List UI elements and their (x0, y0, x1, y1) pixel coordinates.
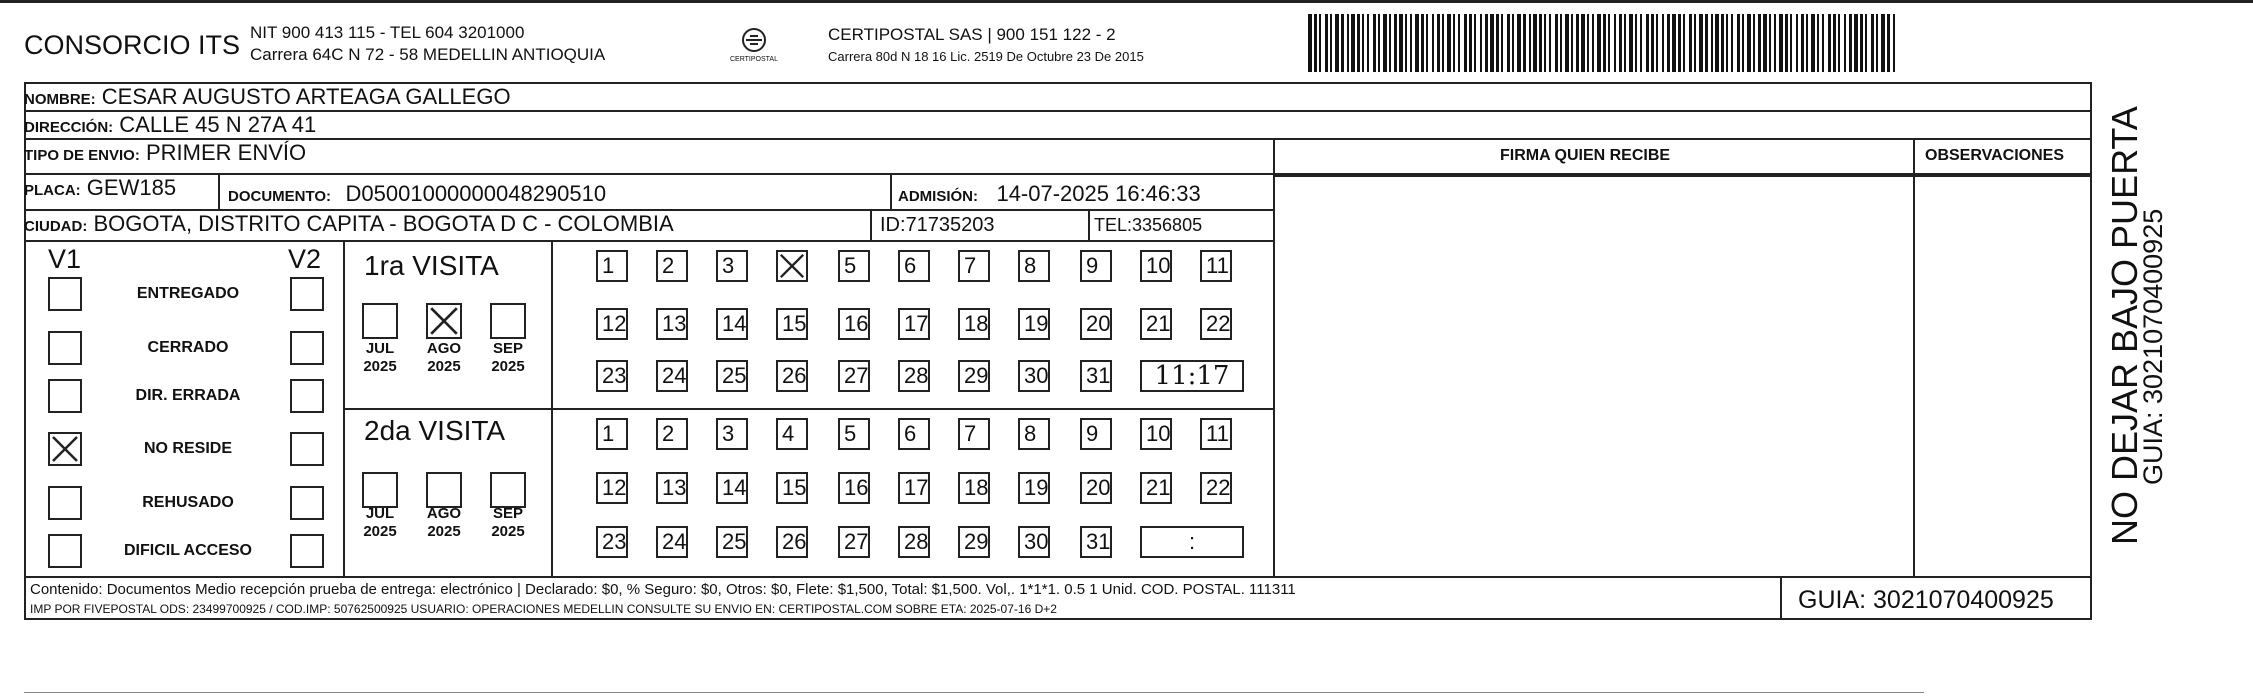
observaciones-label: OBSERVACIONES (1925, 147, 2064, 164)
barcode-bar (1373, 14, 1376, 72)
month-label (483, 505, 533, 541)
month-year: 2025 (363, 523, 397, 540)
barcode-bar (1801, 14, 1804, 72)
barcode-bar (1711, 14, 1713, 72)
documento-field (228, 181, 606, 207)
barcode-bar (1512, 14, 1514, 72)
certipostal-info (828, 24, 1144, 68)
barcode-bar (1442, 14, 1444, 72)
barcode-bar (1854, 14, 1858, 72)
month-label (419, 505, 469, 541)
barcode-bar (1779, 14, 1783, 72)
barcode-bar (1640, 14, 1642, 72)
barcode-bar (1415, 14, 1419, 72)
status-label: DIR. ERRADA (135, 387, 241, 404)
month-year: 2025 (363, 358, 397, 375)
barcode-bar (1517, 14, 1521, 72)
barcode-bar (1453, 14, 1455, 72)
v1-label: V1 (48, 244, 82, 274)
month-checkbox[interactable] (362, 303, 398, 339)
day-box[interactable]: 10 (1140, 418, 1172, 450)
barcode-bar (1838, 14, 1840, 72)
day-box[interactable]: 1 (596, 418, 628, 450)
barcode-bar (1523, 14, 1526, 72)
day-box[interactable]: 9 (1080, 418, 1112, 450)
day-box[interactable]: 4 (776, 418, 808, 450)
barcode-bar (1410, 14, 1412, 72)
month-name: SEP (492, 340, 523, 357)
tipo-value: PRIMER ENVÍO (145, 140, 307, 165)
day-box[interactable]: 19 (1018, 308, 1050, 340)
admision-label: ADMISIÓN: (898, 188, 978, 205)
status-label: ENTREGADO (136, 285, 240, 302)
barcode-bar (1432, 14, 1434, 72)
placa-label: PLACA: (24, 182, 81, 199)
day-box[interactable]: 6 (898, 250, 930, 282)
barcode-bar (1662, 14, 1664, 72)
barcode-bar (1464, 14, 1467, 72)
day-box[interactable]: 20 (1080, 472, 1112, 504)
signature-header-line (1273, 175, 2091, 177)
day-box[interactable]: 3 (716, 250, 748, 282)
month-label (483, 340, 533, 376)
barcode-bar (1555, 14, 1558, 72)
admision-value: 14-07-2025 16:46:33 (996, 181, 1201, 206)
barcode-bar (1507, 14, 1510, 72)
barcode-bar (1325, 14, 1328, 72)
month-label (355, 340, 405, 376)
barcode-bar (1737, 14, 1740, 72)
barcode-bar (1796, 14, 1798, 72)
day-box[interactable]: 16 (838, 472, 870, 504)
day-box[interactable]: 21 (1140, 308, 1172, 340)
nombre-label: NOMBRE: (24, 91, 96, 108)
day-box[interactable]: 1 (596, 250, 628, 282)
placa-value: GEW185 (86, 175, 177, 200)
footer-contenido: Contenido: Documentos Medio recepción prueba de entrega: electrónico | Declarado: $0, % Seguro: $0, Otros: $0, Flete: $1,500, Total: $1,500. Vol,. 1*1*1. 0.5 1 Unid. COD. POSTAL. 111311 (30, 581, 1296, 598)
day-box[interactable]: 26 (776, 526, 808, 558)
day-box[interactable]: 28 (898, 526, 930, 558)
month-year: 2025 (491, 358, 525, 375)
barcode-bar (1469, 14, 1472, 72)
barcode-bar (1571, 14, 1573, 72)
barcode-bar (1335, 14, 1339, 72)
first-visit-label: 1ra VISITA (364, 250, 499, 281)
day-box[interactable]: 16 (838, 308, 870, 340)
barcode-bar (1715, 14, 1719, 72)
month-checkbox[interactable] (426, 303, 462, 339)
barcode-bar (1357, 14, 1360, 72)
day-box[interactable]: 23 (596, 526, 628, 558)
documento-value: D05001000000048290510 (345, 181, 607, 206)
barcode-bar (1747, 14, 1751, 72)
day-box[interactable]: 13 (656, 308, 688, 340)
barcode-bar (1480, 14, 1482, 72)
barcode-bar (1881, 14, 1885, 72)
barcode-bar (1560, 14, 1562, 72)
v1-checkbox[interactable] (48, 534, 82, 568)
day-box[interactable]: 12 (596, 308, 628, 340)
v2-checkbox[interactable] (290, 486, 324, 520)
day-box[interactable]: 5 (838, 250, 870, 282)
barcode-bar (1608, 14, 1610, 72)
tipo-row (24, 140, 2090, 175)
v2-checkbox[interactable] (290, 277, 324, 311)
status-label: NO RESIDE (143, 440, 232, 457)
month-name: AGO (426, 505, 462, 522)
barcode-bar (1529, 14, 1531, 72)
barcode-bar (1421, 14, 1424, 72)
barcode-bar (1581, 14, 1585, 72)
barcode-bar (1806, 14, 1808, 72)
barcode-bar (1614, 14, 1616, 72)
status-label: REHUSADO (142, 494, 234, 511)
ciudad-value: BOGOTA, DISTRITO CAPITA - BOGOTA D C - COLOMBIA (93, 211, 674, 236)
day-box[interactable]: 2 (656, 250, 688, 282)
divider-admision (890, 175, 892, 211)
day-box[interactable]: 20 (1080, 308, 1112, 340)
barcode-bar (1705, 14, 1708, 72)
day-box[interactable]: 22 (1200, 308, 1232, 340)
barcode-bar (1774, 14, 1776, 72)
barcode-bar (1458, 14, 1460, 72)
time-box[interactable]: 11:17 (1140, 360, 1244, 392)
direccion-row (24, 112, 2090, 140)
barcode-bar (1347, 14, 1349, 72)
month-checkbox[interactable] (490, 472, 526, 508)
month-name: JUL (365, 340, 395, 357)
month-year: 2025 (427, 358, 461, 375)
day-box[interactable]: 27 (838, 360, 870, 392)
month-label (419, 340, 469, 376)
v2-checkbox[interactable] (290, 534, 324, 568)
day-box[interactable]: 6 (898, 418, 930, 450)
x-mark-icon (428, 305, 460, 337)
direccion-label: DIRECCIÓN: (24, 119, 114, 136)
visit-divider (343, 408, 1274, 410)
v1-checkbox[interactable] (48, 277, 82, 311)
barcode-bar (1576, 14, 1579, 72)
barcode-bar (1367, 14, 1369, 72)
barcode-bar (1341, 14, 1344, 72)
barcode-bar (1485, 14, 1488, 72)
day-box[interactable]: 29 (958, 526, 990, 558)
barcode-bar (1667, 14, 1670, 72)
barcode-bar (1817, 14, 1819, 72)
certipostal-logo (724, 26, 784, 68)
id-value: 71735203 (905, 214, 995, 236)
month-name: AGO (426, 340, 462, 357)
day-box[interactable]: 15 (776, 308, 808, 340)
company-name: CONSORCIO ITS (24, 30, 241, 60)
second-visit-label: 2da VISITA (364, 415, 506, 446)
day-box[interactable]: 17 (898, 472, 930, 504)
v2-checkbox[interactable] (290, 331, 324, 365)
day-box[interactable]: 14 (716, 308, 748, 340)
day-box[interactable]: 8 (1018, 418, 1050, 450)
tel-label: TEL: (1094, 215, 1133, 235)
tel-field (1094, 215, 1202, 236)
divider-signature (1273, 140, 1275, 576)
time-box[interactable]: : (1140, 526, 1244, 558)
top-border (0, 0, 2253, 3)
status-label: DIFICIL ACCESO (123, 542, 252, 559)
day-box[interactable]: 7 (958, 418, 990, 450)
barcode-bar (1308, 14, 1312, 72)
divider-observations (1913, 140, 1915, 576)
day-box[interactable]: 30 (1018, 360, 1050, 392)
company-info (250, 22, 605, 66)
barcode-bar (1726, 14, 1728, 72)
v1-checkbox[interactable] (48, 486, 82, 520)
certipostal-address: Carrera 80d N 18 16 Lic. 2519 De Octubre 23 De 2015 (828, 49, 1144, 64)
certipostal-line: CERTIPOSTAL SAS | 900 151 122 - 2 (828, 25, 1116, 44)
day-box[interactable]: 18 (958, 308, 990, 340)
divider-right (2090, 82, 2092, 620)
day-box[interactable]: 29 (958, 360, 990, 392)
id-label: ID: (880, 214, 906, 236)
barcode-bar (1893, 14, 1895, 72)
side-warning: NO DEJAR BAJO PUERTA (2104, 106, 2145, 545)
month-label (355, 505, 405, 541)
day-box[interactable]: 8 (1018, 250, 1050, 282)
month-year: 2025 (427, 523, 461, 540)
barcode-bar (1822, 14, 1824, 72)
ciudad-row (24, 211, 1274, 242)
side-guia: GUIA: 3021070400925 (2138, 208, 2168, 485)
barcode-bar (1721, 14, 1724, 72)
barcode-bar (1314, 14, 1317, 72)
day-box[interactable]: 13 (656, 472, 688, 504)
nit-line: NIT 900 413 115 - TEL 604 3201000 (250, 23, 525, 42)
day-box[interactable]: 14 (716, 472, 748, 504)
logo-caption: CERTIPOSTAL (730, 56, 778, 63)
day-box[interactable]: 25 (716, 360, 748, 392)
barcode-bar (1319, 14, 1321, 72)
day-box[interactable]: 7 (958, 250, 990, 282)
divider-id (870, 211, 872, 242)
nombre-value: CESAR AUGUSTO ARTEAGA GALLEGO (101, 84, 511, 109)
day-box[interactable]: 9 (1080, 250, 1112, 282)
day-box[interactable]: 10 (1140, 250, 1172, 282)
day-box[interactable]: 18 (958, 472, 990, 504)
day-box[interactable]: 28 (898, 360, 930, 392)
day-box[interactable]: 31 (1080, 360, 1112, 392)
barcode-bar (1742, 14, 1744, 72)
barcode-bar (1678, 14, 1681, 72)
v2-checkbox[interactable] (290, 432, 324, 466)
day-box[interactable]: 3 (716, 418, 748, 450)
barcode-bar (1565, 14, 1569, 72)
barcode-bar (1394, 14, 1397, 72)
day-box[interactable]: 24 (656, 360, 688, 392)
admision-field (898, 181, 1201, 207)
barcode-bar (1587, 14, 1589, 72)
documento-label: DOCUMENTO: (228, 188, 332, 205)
barcode-bar (1731, 14, 1733, 72)
barcode-bar (1790, 14, 1792, 72)
barcode-bar (1490, 14, 1494, 72)
direccion-value: CALLE 45 N 27A 41 (119, 112, 317, 137)
ciudad-label: CIUDAD: (24, 218, 88, 235)
barcode-bar (1849, 14, 1852, 72)
day-box[interactable]: 11 (1200, 418, 1232, 450)
barcode-bar (1811, 14, 1815, 72)
barcode-bar (1651, 14, 1654, 72)
barcode-bar (1865, 14, 1867, 72)
barcode-bar (1753, 14, 1755, 72)
day-box[interactable]: 2 (656, 418, 688, 450)
tipo-label: TIPO DE ENVIO: (24, 147, 140, 164)
barcode-bar (1501, 14, 1503, 72)
barcode-bar (1474, 14, 1476, 72)
barcode-bar (1656, 14, 1658, 72)
barcode-bar (1828, 14, 1831, 72)
barcode-bar (1871, 14, 1874, 72)
barcode-bar (1496, 14, 1499, 72)
day-box[interactable]: 24 (656, 526, 688, 558)
v2-checkbox[interactable] (290, 379, 324, 413)
barcode-bar (1544, 14, 1546, 72)
day-box[interactable]: 11 (1200, 250, 1232, 282)
v1-checkbox[interactable] (48, 331, 82, 365)
barcode-bar (1389, 14, 1391, 72)
day-box[interactable]: 23 (596, 360, 628, 392)
divider-placa (218, 175, 220, 211)
barcode-bar (1351, 14, 1355, 72)
divider-tel (1088, 211, 1090, 242)
barcode-bar (1689, 14, 1692, 72)
day-box[interactable]: 27 (838, 526, 870, 558)
barcode-bar (1758, 14, 1761, 72)
barcode-bar (1876, 14, 1878, 72)
barcode-bar (1672, 14, 1676, 72)
tel-value: 3356805 (1132, 215, 1203, 235)
status-label: CERRADO (147, 339, 229, 356)
barcode-bar (1629, 14, 1633, 72)
barcode-bar (1683, 14, 1685, 72)
bottom-line (24, 692, 1924, 693)
barcode-bar (1592, 14, 1594, 72)
barcode-bar (1362, 14, 1364, 72)
barcode-bar (1763, 14, 1767, 72)
barcode-bar (1603, 14, 1606, 72)
barcode-bar (1699, 14, 1703, 72)
month-name: SEP (492, 505, 523, 522)
day-box[interactable] (776, 250, 808, 282)
barcode-bar (1437, 14, 1440, 72)
address-line: Carrera 64C N 72 - 58 MEDELLIN ANTIOQUIA (250, 45, 606, 64)
month-checkbox[interactable] (426, 472, 462, 508)
day-box[interactable]: 21 (1140, 472, 1172, 504)
day-box[interactable]: 17 (898, 308, 930, 340)
barcode-bar (1769, 14, 1771, 72)
footer-imp: IMP POR FIVEPOSTAL ODS: 23499700925 / COD.IMP: 50762500925 USUARIO: OPERACIONES MEDELLIN CONSULTE SU ENVIO EN: CERTIPOSTAL.COM SOBRE ETA: 2025-07-16 D+2 (30, 602, 1057, 616)
day-box[interactable]: 19 (1018, 472, 1050, 504)
barcode-bar (1635, 14, 1637, 72)
barcode-bar (1426, 14, 1428, 72)
day-box[interactable]: 12 (596, 472, 628, 504)
x-mark-icon (50, 434, 80, 464)
month-checkbox[interactable] (362, 472, 398, 508)
barcode-bar (1844, 14, 1846, 72)
barcode-bar (1405, 14, 1407, 72)
v1-checkbox[interactable] (48, 379, 82, 413)
day-box[interactable]: 31 (1080, 526, 1112, 558)
barcode-bar (1378, 14, 1380, 72)
day-box[interactable]: 30 (1018, 526, 1050, 558)
id-field (880, 214, 995, 237)
day-box[interactable]: 25 (716, 526, 748, 558)
barcode-bar (1646, 14, 1649, 72)
divider-footer-guia (1780, 576, 1782, 620)
barcode-bar (1383, 14, 1387, 72)
day-box[interactable]: 26 (776, 360, 808, 392)
barcode-bar (1533, 14, 1537, 72)
barcode-bar (1785, 14, 1788, 72)
barcode-bar (1539, 14, 1542, 72)
month-year: 2025 (491, 523, 525, 540)
barcode-bar (1597, 14, 1601, 72)
barcode-bar (1447, 14, 1451, 72)
day-box[interactable]: 15 (776, 472, 808, 504)
barcode-bar (1619, 14, 1622, 72)
footer-guia: GUIA: 3021070400925 (1798, 586, 2054, 614)
firma-label: FIRMA QUIEN RECIBE (1500, 147, 1671, 164)
v2-label: V2 (288, 244, 322, 274)
x-mark-icon (778, 252, 806, 280)
month-name: JUL (365, 505, 395, 522)
barcode-bar (1549, 14, 1551, 72)
barcode (1308, 14, 1898, 72)
v1-checkbox[interactable] (48, 432, 82, 466)
barcode-bar (1833, 14, 1836, 72)
barcode-bar (1694, 14, 1696, 72)
nombre-row (24, 84, 2090, 112)
barcode-bar (1399, 14, 1403, 72)
day-box[interactable]: 5 (838, 418, 870, 450)
barcode-bar (1330, 14, 1332, 72)
day-box[interactable]: 22 (1200, 472, 1232, 504)
barcode-bar (1887, 14, 1890, 72)
barcode-bar (1624, 14, 1626, 72)
month-checkbox[interactable] (490, 303, 526, 339)
barcode-bar (1860, 14, 1863, 72)
